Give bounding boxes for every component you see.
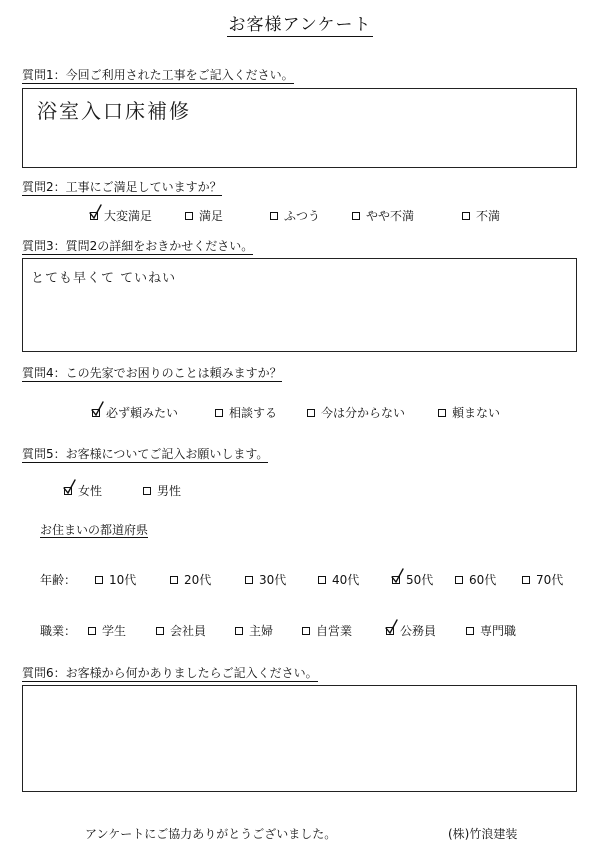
survey-title: [0, 10, 600, 35]
question-6-label: [22, 664, 318, 681]
gender-checkbox[interactable]: [64, 487, 72, 495]
survey-title-text: お客様アンケート: [228, 15, 372, 35]
job-option-label: 自営業: [316, 624, 353, 638]
satisfaction-option[interactable]: [462, 207, 500, 224]
future-request-option-label: 頼まない: [452, 406, 501, 420]
future-request-option[interactable]: [438, 404, 500, 421]
age-option-label: 40代: [332, 573, 360, 587]
age-checkbox[interactable]: [455, 576, 463, 584]
satisfaction-option-label: 大変満足: [104, 209, 153, 223]
age-option[interactable]: [170, 571, 211, 588]
satisfaction-option-label: ふつう: [284, 209, 321, 223]
future-request-option[interactable]: [307, 404, 405, 421]
question-5-label: [22, 445, 268, 462]
gender-option[interactable]: [64, 482, 102, 499]
footer-thanks: アンケートにご協力ありがとうございました。: [85, 827, 337, 841]
question-5-label-text: 質問5：お客様についてご記入お願いします。: [22, 447, 269, 461]
future-request-checkbox[interactable]: [92, 409, 100, 417]
satisfaction-option[interactable]: [90, 207, 152, 224]
age-checkbox[interactable]: [522, 576, 530, 584]
job-checkbox[interactable]: [235, 627, 243, 635]
gender-option-label: 男性: [157, 484, 182, 498]
age-option-label: 20代: [184, 573, 212, 587]
question-4-label-text: 質問4：この先家でお困りのことは頼みますか？: [22, 366, 282, 380]
age-checkbox[interactable]: [170, 576, 178, 584]
checkmark-icon: [385, 619, 399, 635]
job-checkbox[interactable]: [386, 627, 394, 635]
age-checkbox[interactable]: [95, 576, 103, 584]
question-2-label-text: 質問2：工事にご満足していますか？: [22, 180, 222, 194]
satisfaction-checkbox[interactable]: [462, 212, 470, 220]
job-label: 職業：: [40, 624, 77, 638]
checkmark-icon: [89, 204, 103, 220]
future-request-option[interactable]: [215, 404, 277, 421]
satisfaction-option[interactable]: [185, 207, 223, 224]
age-checkbox[interactable]: [392, 576, 400, 584]
age-option-label: 10代: [109, 573, 137, 587]
question-4-label: [22, 364, 282, 381]
future-request-checkbox[interactable]: [215, 409, 223, 417]
job-option-label: 学生: [102, 624, 127, 638]
future-request-checkbox[interactable]: [438, 409, 446, 417]
job-option[interactable]: [386, 622, 436, 639]
question-1-label: [22, 66, 294, 83]
job-option-label: 公務員: [400, 624, 437, 638]
satisfaction-option[interactable]: [352, 207, 414, 224]
satisfaction-checkbox[interactable]: [90, 212, 98, 220]
future-request-option-label: 必ず頼みたい: [106, 406, 179, 420]
question-1-label-text: 質問1：今回ご利用された工事をご記入ください。: [22, 68, 294, 82]
job-option-label: 主婦: [249, 624, 274, 638]
age-option[interactable]: [95, 571, 136, 588]
age-option[interactable]: [318, 571, 359, 588]
age-checkbox[interactable]: [318, 576, 326, 584]
satisfaction-checkbox[interactable]: [270, 212, 278, 220]
age-option-label: 50代: [406, 573, 434, 587]
satisfaction-option-label: 不満: [476, 209, 501, 223]
satisfaction-checkbox[interactable]: [185, 212, 193, 220]
age-label: 年齢：: [40, 573, 77, 587]
gender-option[interactable]: [143, 482, 181, 499]
question-6-label-text: 質問6：お客様から何かありましたらご記入ください。: [22, 666, 318, 680]
age-option-label: 30代: [259, 573, 287, 587]
residence-label-text: お住まいの都道府県: [40, 523, 149, 537]
checkmark-icon: [391, 568, 405, 584]
future-request-option-label: 相談する: [229, 406, 278, 420]
job-checkbox[interactable]: [302, 627, 310, 635]
age-option-label: 60代: [469, 573, 497, 587]
footer-company: (株)竹浪建装: [448, 827, 518, 841]
question-3-answer-box[interactable]: [22, 258, 577, 352]
job-option[interactable]: [235, 622, 273, 639]
checkmark-icon: [63, 479, 77, 495]
question-2-label: [22, 178, 222, 195]
age-checkbox[interactable]: [245, 576, 253, 584]
job-option-label: 専門職: [480, 624, 517, 638]
future-request-checkbox[interactable]: [307, 409, 315, 417]
question-1-answer: 浴室入口床補修: [37, 99, 191, 123]
job-option[interactable]: [88, 622, 126, 639]
question-6-answer-box[interactable]: [22, 685, 577, 792]
job-checkbox[interactable]: [466, 627, 474, 635]
question-3-label-text: 質問3：質問2の詳細をおきかせください。: [22, 239, 254, 253]
future-request-option-label: 今は分からない: [321, 406, 406, 420]
age-option-label: 70代: [536, 573, 564, 587]
job-option[interactable]: [466, 622, 516, 639]
satisfaction-option-label: やや不満: [366, 209, 415, 223]
checkmark-icon: [91, 401, 105, 417]
job-checkbox[interactable]: [156, 627, 164, 635]
question-3-answer: とても早くて ていねい: [31, 271, 177, 286]
residence-label: [40, 521, 148, 538]
question-3-label: [22, 237, 253, 254]
satisfaction-option[interactable]: [270, 207, 320, 224]
question-1-answer-box[interactable]: [22, 88, 577, 168]
job-option[interactable]: [302, 622, 352, 639]
gender-option-label: 女性: [78, 484, 103, 498]
age-option[interactable]: [455, 571, 496, 588]
job-option-label: 会社員: [170, 624, 207, 638]
job-option[interactable]: [156, 622, 206, 639]
job-checkbox[interactable]: [88, 627, 96, 635]
future-request-option[interactable]: [92, 404, 178, 421]
satisfaction-option-label: 満足: [199, 209, 224, 223]
age-option[interactable]: [392, 571, 433, 588]
gender-checkbox[interactable]: [143, 487, 151, 495]
age-option[interactable]: [522, 571, 563, 588]
age-option[interactable]: [245, 571, 286, 588]
satisfaction-checkbox[interactable]: [352, 212, 360, 220]
